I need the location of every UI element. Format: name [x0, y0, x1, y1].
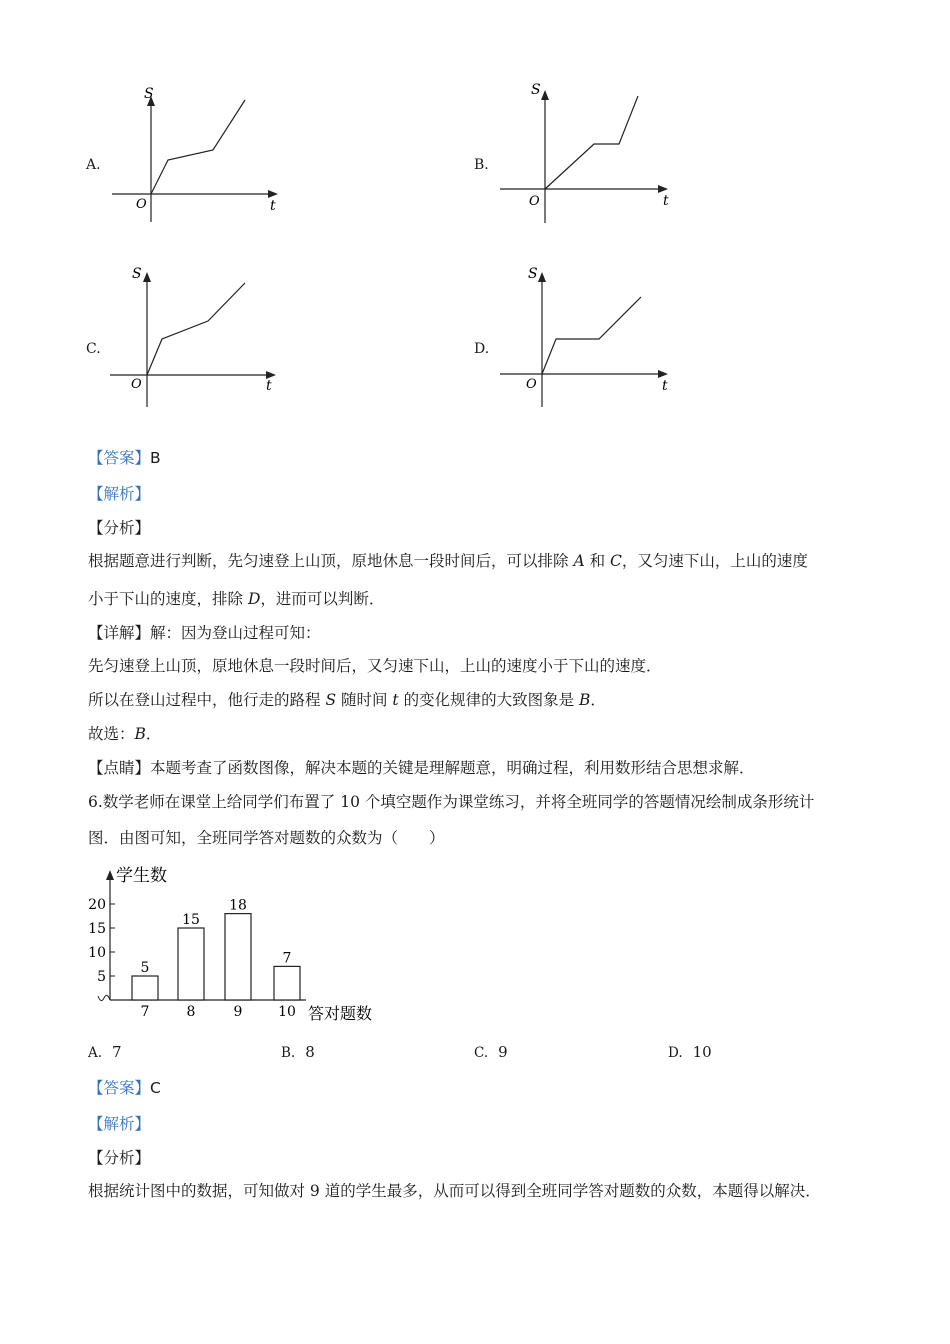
y-axis-arrow [106, 870, 114, 880]
x-axis-title: 答对题数 [308, 1004, 373, 1023]
t-axis-label: t [663, 193, 669, 209]
q5-detail-line2: 先匀速登上山顶，原地休息一段时间后，又匀速下山，上山的速度小于下山的速度． [88, 657, 662, 675]
option-a-label: A. [86, 157, 101, 173]
answer-value: B [150, 449, 161, 467]
category-label: 7 [140, 1004, 150, 1020]
s-axis-label: S [132, 266, 142, 282]
q5-answer [88, 446, 161, 468]
t-axis-label: t [662, 378, 668, 394]
q5-fenxi-line1: 根据题意进行判断，先匀速登上山顶，原地休息一段时间后，可以排除 A 和 C，又匀速下山，上山的速度 [88, 552, 808, 570]
q5-analysis-tag: 【解析】 [88, 485, 151, 503]
q5-fenxi-line2: 小于下山的速度，排除 D，进而可以判断． [88, 590, 385, 608]
origin-label: O [131, 377, 142, 392]
choice-a[interactable]: A. 7 [88, 1043, 122, 1061]
bar-value-label: 18 [229, 897, 247, 914]
q6-fenxi-tag: 【分析】 [88, 1149, 151, 1167]
s-axis-label: S [528, 266, 538, 282]
y-tick-label: 20 [88, 897, 106, 913]
choice-c[interactable]: C. 9 [474, 1043, 508, 1061]
t-axis-label: t [270, 198, 276, 214]
category-label: 10 [278, 1004, 296, 1020]
bar-value-label: 15 [182, 912, 200, 928]
origin-label: O [529, 194, 540, 209]
s-axis-label: S [531, 82, 541, 98]
t-axis-label: t [266, 378, 272, 394]
y-tick-label: 15 [88, 921, 106, 937]
bar-9 [225, 914, 251, 1000]
option-d-graph [498, 262, 678, 412]
bar-value-label: 7 [282, 950, 292, 967]
y-tick-label: 5 [97, 969, 106, 985]
bar-chart [88, 858, 388, 1028]
q6-analysis-tag: 【解析】 [88, 1115, 151, 1133]
option-b-label: B. [474, 157, 489, 173]
q5-fenxi-tag: 【分析】 [88, 519, 151, 537]
q6-stem-line2: 图．由图可知，全班同学答对题数的众数为（ ） [88, 829, 445, 847]
bar-10 [274, 966, 300, 1000]
q6-stem-line1: 6.数学老师在课堂上给同学们布置了 10 个填空题作为课堂练习，并将全班同学的答题情况绘制成条形统计 [88, 793, 815, 811]
q6-answer [88, 1076, 161, 1098]
category-label: 8 [186, 1004, 196, 1020]
detail-tag: 【详解】 [88, 624, 151, 642]
option-c-graph [108, 262, 288, 412]
q6-fenxi: 根据统计图中的数据，可知做对 9 道的学生最多，从而可以得到全班同学答对题数的众数，本题得以解决． [88, 1182, 821, 1200]
origin-label: O [526, 377, 537, 392]
bar-7 [132, 976, 158, 1000]
choice-b[interactable]: B. 8 [281, 1043, 315, 1061]
choice-d[interactable]: D. 10 [668, 1043, 712, 1061]
option-a-graph [108, 82, 288, 227]
comment-tag: 【点睛】 [88, 759, 151, 777]
option-d-label: D. [474, 341, 490, 357]
q5-comment: 【点睛】本题考查了函数图像，解决本题的关键是理解题意，明确过程，利用数形结合思想求解． [88, 759, 755, 777]
y-axis-title: 学生数 [116, 866, 167, 886]
y-tick-label: 10 [88, 945, 106, 961]
answer-tag: 【答案】 [88, 449, 151, 467]
answer-value: C [150, 1079, 161, 1097]
answer-tag: 【答案】 [88, 1079, 151, 1097]
option-c-label: C. [86, 341, 101, 357]
q5-detail-line1: 【详解】解：因为登山过程可知： [88, 624, 321, 642]
category-label: 9 [233, 1004, 243, 1020]
bar-8 [178, 928, 204, 1000]
s-axis-label: S [144, 86, 154, 102]
origin-label: O [136, 197, 147, 212]
q5-choose: 故选：B． [88, 725, 162, 743]
q5-detail-line3: 所以在登山过程中，他行走的路程 S 随时间 t 的变化规律的大致图象是 B． [88, 691, 606, 709]
axis-break [98, 995, 110, 1000]
bar-value-label: 5 [140, 960, 150, 976]
option-b-graph [498, 78, 678, 228]
